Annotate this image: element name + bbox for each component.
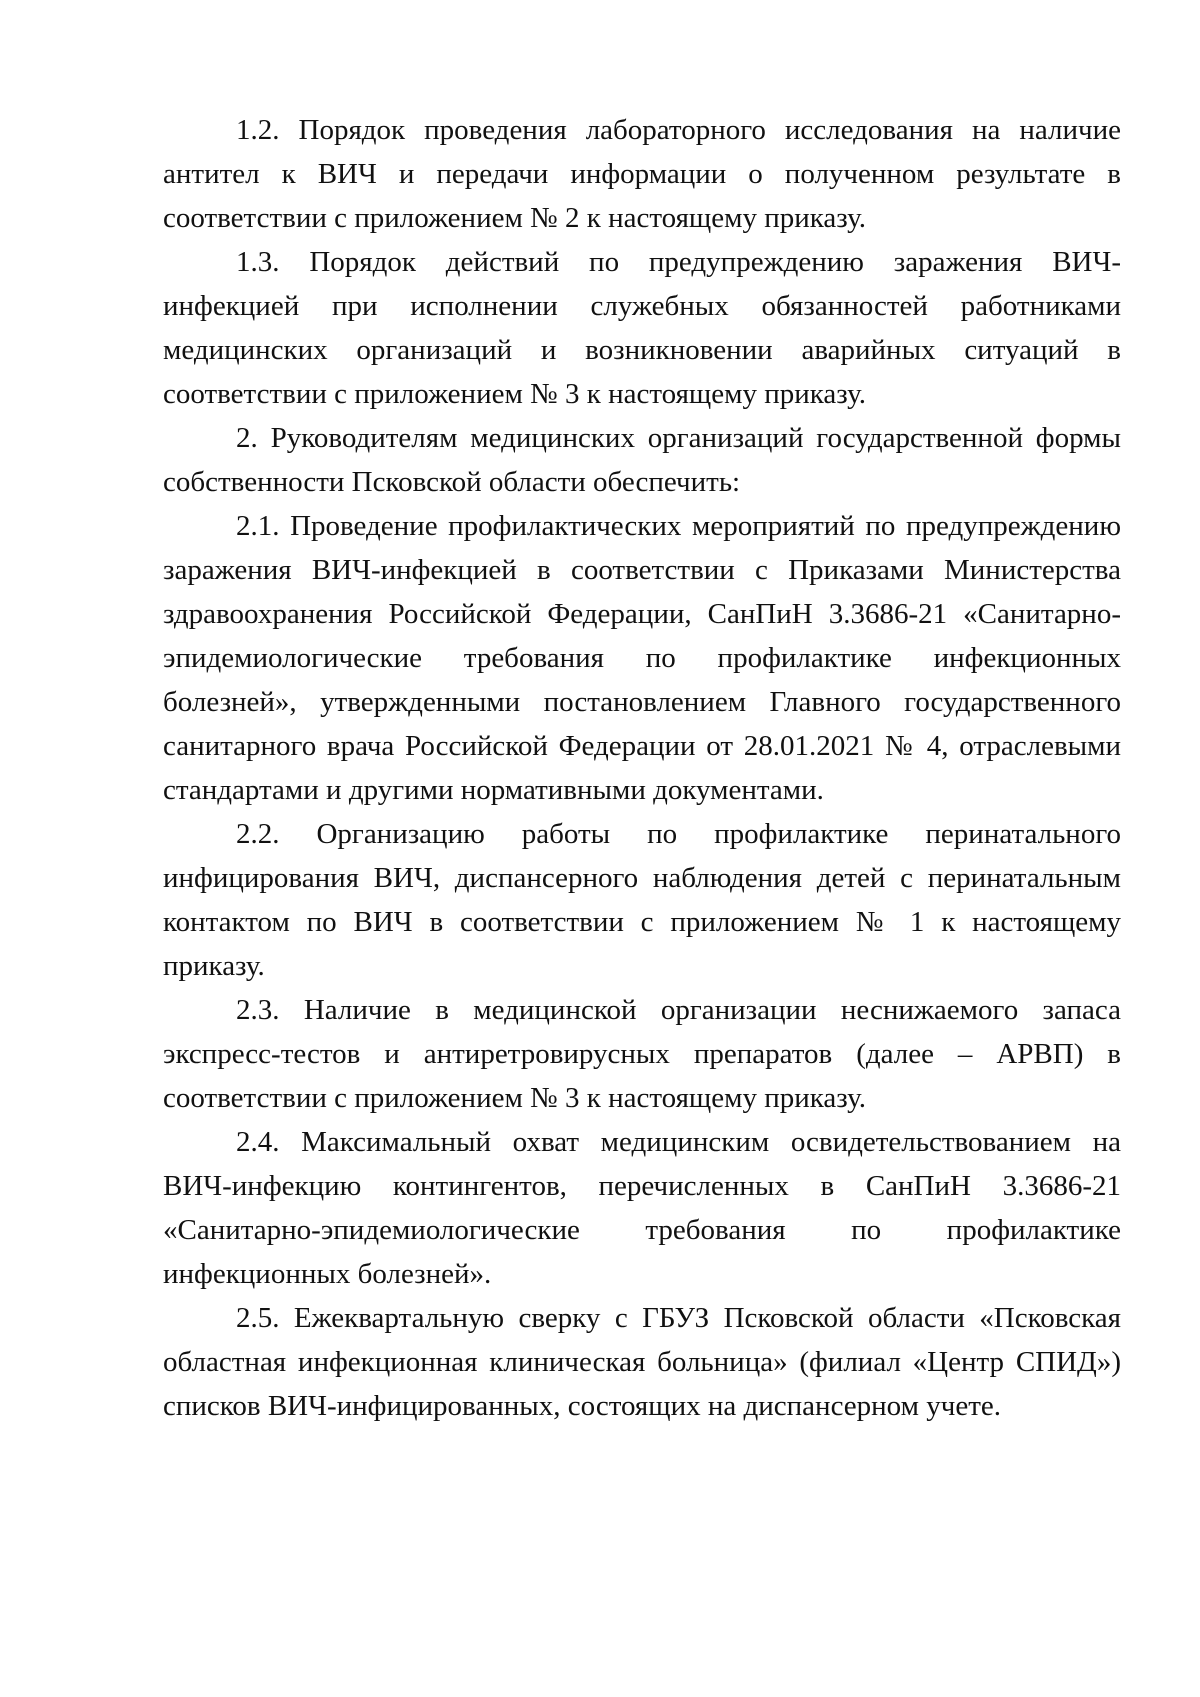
paragraph-1-2: 1.2. Порядок проведения лабораторного исследования на наличие антител к ВИЧ и передачи информации о полученном результате в соответствии с приложением № 2 к настоящему приказу. xyxy=(163,114,1121,234)
paragraph-2-5: 2.5. Ежеквартальную сверку с ГБУЗ Псковской области «Псковская областная инфекционная клиническая больница» (филиал «Центр СПИД») списков ВИЧ-инфицированных, состоящих на диспансерном учете. xyxy=(163,1302,1121,1422)
paragraph-2-3: 2.3. Наличие в медицинской организации неснижаемого запаса экспресс-тестов и антиретровирусных препаратов (далее – АРВП) в соответствии с приложением № 3 к настоящему приказу. xyxy=(163,994,1121,1114)
paragraph-2-1: 2.1. Проведение профилактических мероприятий по предупреждению заражения ВИЧ-инфекцией в соответствии с Приказами Министерства здравоохранения Российской Федерации, СанПиН 3.3686-21 «Санитарно-эпидемиологические требования по профилактике инфекционных болезней», утвержденными постановлением Главного государственного санитарного врача Российской Федерации от 28.01.2021 № 4, отраслевыми стандартами и другими нормативными документами. xyxy=(163,510,1121,806)
paragraph-2: 2. Руководителям медицинских организаций государственной формы собственности Псковской области обеспечить: xyxy=(163,422,1121,498)
paragraph-2-2: 2.2. Организацию работы по профилактике перинатального инфицирования ВИЧ, диспансерного наблюдения детей с перинатальным контактом по ВИЧ в соответствии с приложением № 1 к настоящему приказу. xyxy=(163,818,1121,982)
document-body xyxy=(163,108,1121,1428)
paragraph-2-4: 2.4. Максимальный охват медицинским освидетельствованием на ВИЧ-инфекцию контингентов, перечисленных в СанПиН 3.3686-21 «Санитарно-эпидемиологические требования по профилактике инфекционных болезней». xyxy=(163,1126,1121,1290)
paragraph-1-3: 1.3. Порядок действий по предупреждению заражения ВИЧ-инфекцией при исполнении служебных обязанностей работниками медицинских организаций и возникновении аварийных ситуаций в соответствии с приложением № 3 к настоящему приказу. xyxy=(163,246,1121,410)
